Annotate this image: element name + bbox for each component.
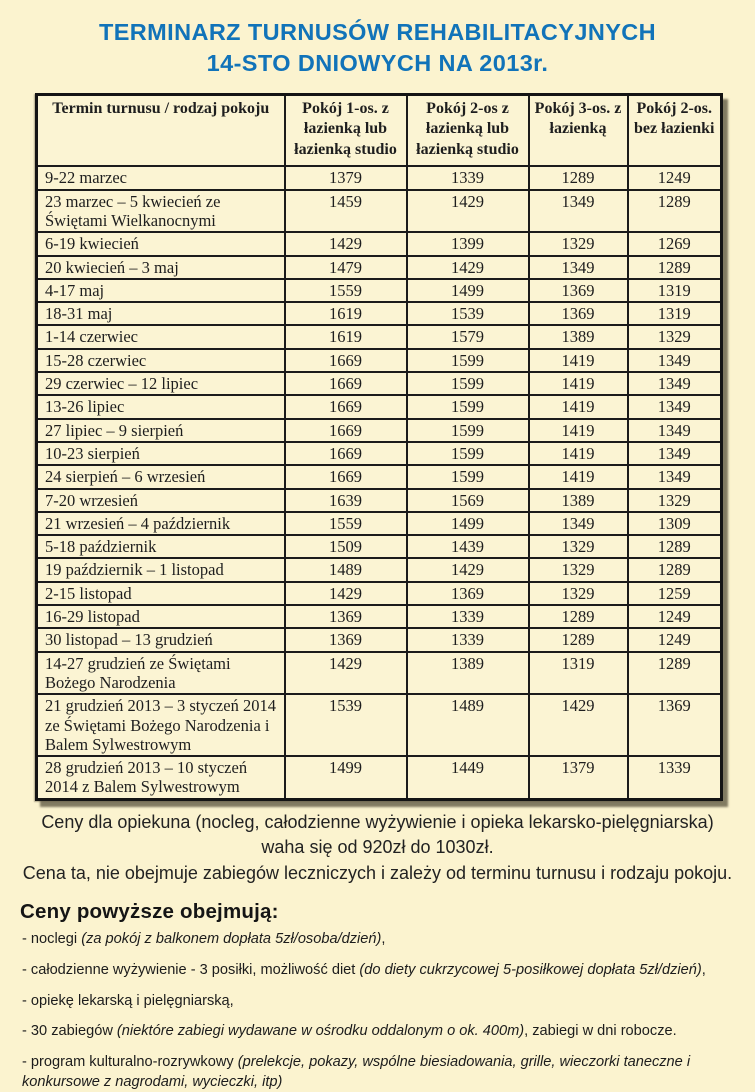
includes-list	[0, 930, 755, 1092]
price-cell: 1479	[285, 256, 407, 279]
term-cell: 10-23 sierpień	[37, 442, 285, 465]
table-row	[37, 419, 722, 442]
price-cell: 1339	[407, 166, 529, 189]
table-row	[37, 605, 722, 628]
table-header-row	[37, 94, 722, 166]
term-cell: 20 kwiecień – 3 maj	[37, 256, 285, 279]
price-cell: 1349	[628, 442, 722, 465]
price-cell: 1319	[529, 652, 628, 695]
table-row	[37, 694, 722, 756]
price-cell: 1369	[628, 694, 722, 756]
price-cell: 1599	[407, 372, 529, 395]
table-row	[37, 535, 722, 558]
price-cell: 1329	[628, 489, 722, 512]
price-cell: 1349	[628, 395, 722, 418]
price-cell: 1669	[285, 372, 407, 395]
price-cell: 1429	[285, 582, 407, 605]
price-cell: 1599	[407, 442, 529, 465]
price-cell: 1489	[407, 694, 529, 756]
price-cell: 1349	[628, 372, 722, 395]
column-header-room-2os-nobath: Pokój 2-os. bez łazienki	[628, 94, 722, 166]
price-cell: 1289	[529, 628, 628, 651]
price-cell: 1639	[285, 489, 407, 512]
includes-list-item: - 30 zabiegów (niektóre zabiegi wydawane w ośrodku oddalonym o ok. 400m), zabiegi w dni robocze.	[22, 1023, 677, 1040]
column-header-room-2os-bath: Pokój 2-os z łazienką lub łazienką studio	[407, 94, 529, 166]
price-cell: 1319	[628, 302, 722, 325]
term-cell: 18-31 maj	[37, 302, 285, 325]
price-cell: 1499	[285, 756, 407, 799]
table-row	[37, 652, 722, 695]
term-cell: 1-14 czerwiec	[37, 325, 285, 348]
term-cell: 23 marzec – 5 kwiecień ze Świętami Wielkanocnymi	[37, 190, 285, 233]
note-line-3: Cena ta, nie obejmuje zabiegów leczniczych i zależy od terminu turnusu i rodzaju pokoju.	[22, 862, 733, 883]
price-cell: 1319	[628, 279, 722, 302]
price-cell: 1429	[407, 256, 529, 279]
price-cell: 1429	[407, 190, 529, 233]
price-cell: 1619	[285, 302, 407, 325]
price-cell: 1329	[529, 232, 628, 255]
includes-list-item: - opiekę lekarską i pielęgniarską,	[22, 992, 234, 1009]
price-cell: 1329	[529, 535, 628, 558]
price-cell: 1349	[529, 512, 628, 535]
term-cell: 2-15 listopad	[37, 582, 285, 605]
term-cell: 9-22 marzec	[37, 166, 285, 189]
schedule-table-body	[37, 166, 722, 799]
column-header-room-3os: Pokój 3-os. z łazienką	[529, 94, 628, 166]
table-row	[37, 232, 722, 255]
price-cell: 1339	[628, 756, 722, 799]
term-cell: 14-27 grudzień ze Świętami Bożego Narodzenia	[37, 652, 285, 695]
includes-heading: Ceny powyższe obejmują:	[20, 900, 279, 924]
table-row	[37, 512, 722, 535]
table-row	[37, 582, 722, 605]
price-cell: 1249	[628, 628, 722, 651]
table-row	[37, 628, 722, 651]
price-cell: 1269	[628, 232, 722, 255]
price-cell: 1389	[529, 489, 628, 512]
price-cell: 1399	[407, 232, 529, 255]
price-cell: 1419	[529, 419, 628, 442]
price-cell: 1499	[407, 279, 529, 302]
price-cell: 1599	[407, 465, 529, 488]
price-cell: 1419	[529, 442, 628, 465]
price-cell: 1349	[529, 190, 628, 233]
price-cell: 1539	[285, 694, 407, 756]
price-cell: 1559	[285, 279, 407, 302]
page-title	[0, 0, 755, 80]
price-cell: 1369	[529, 302, 628, 325]
price-cell: 1599	[407, 349, 529, 372]
term-cell: 21 wrzesień – 4 październik	[37, 512, 285, 535]
term-cell: 16-29 listopad	[37, 605, 285, 628]
term-cell: 5-18 październik	[37, 535, 285, 558]
price-cell: 1339	[407, 628, 529, 651]
table-row	[37, 395, 722, 418]
price-cell: 1509	[285, 535, 407, 558]
price-cell: 1369	[285, 628, 407, 651]
price-cell: 1349	[628, 465, 722, 488]
price-cell: 1669	[285, 395, 407, 418]
term-cell: 15-28 czerwiec	[37, 349, 285, 372]
price-cell: 1499	[407, 512, 529, 535]
table-row	[37, 302, 722, 325]
price-cell: 1419	[529, 465, 628, 488]
price-cell: 1449	[407, 756, 529, 799]
price-cell: 1349	[529, 256, 628, 279]
price-cell: 1439	[407, 535, 529, 558]
term-cell: 27 lipiec – 9 sierpień	[37, 419, 285, 442]
table-row	[37, 756, 722, 799]
price-cell: 1289	[529, 605, 628, 628]
price-cell: 1569	[407, 489, 529, 512]
price-cell: 1249	[628, 166, 722, 189]
price-cell: 1669	[285, 442, 407, 465]
table-row	[37, 325, 722, 348]
price-cell: 1669	[285, 419, 407, 442]
price-cell: 1289	[628, 190, 722, 233]
price-cell: 1289	[628, 652, 722, 695]
table-row	[37, 489, 722, 512]
price-cell: 1329	[529, 582, 628, 605]
includes-list-item: - noclegi (za pokój z balkonem dopłata 5zł/osoba/dzień),	[22, 931, 386, 948]
price-cell: 1389	[407, 652, 529, 695]
includes-list-item: - program kulturalno-rozrywkowy (prelekcje, pokazy, wspólne biesiadowania, grille, wieczorki taneczne i konkursowe z nagrodami, wycieczki, itp)	[22, 1054, 691, 1090]
price-cell: 1669	[285, 349, 407, 372]
price-cell: 1539	[407, 302, 529, 325]
term-cell: 4-17 maj	[37, 279, 285, 302]
price-cell: 1289	[628, 535, 722, 558]
term-cell: 7-20 wrzesień	[37, 489, 285, 512]
schedule-table-wrapper	[35, 93, 720, 801]
term-cell: 29 czerwiec – 12 lipiec	[37, 372, 285, 395]
price-cell: 1429	[529, 694, 628, 756]
column-header-room-1os: Pokój 1-os. z łazienką lub łazienką studio	[285, 94, 407, 166]
table-row	[37, 372, 722, 395]
price-cell: 1559	[285, 512, 407, 535]
table-row	[37, 558, 722, 581]
note-line-2: waha się od 920zł do 1030zł.	[261, 837, 494, 858]
price-cell: 1259	[628, 582, 722, 605]
price-cell: 1339	[407, 605, 529, 628]
term-cell: 21 grudzień 2013 – 3 styczeń 2014 ze Świętami Bożego Narodzenia i Balem Sylwestrowym	[37, 694, 285, 756]
price-cell: 1289	[628, 558, 722, 581]
price-cell: 1429	[285, 652, 407, 695]
table-row	[37, 279, 722, 302]
term-cell: 19 październik – 1 listopad	[37, 558, 285, 581]
price-cell: 1419	[529, 395, 628, 418]
table-row	[37, 349, 722, 372]
price-cell: 1309	[628, 512, 722, 535]
price-cell: 1489	[285, 558, 407, 581]
term-cell: 6-19 kwiecień	[37, 232, 285, 255]
price-cell: 1429	[285, 232, 407, 255]
includes-list-item: - całodzienne wyżywienie - 3 posiłki, możliwość diet (do diety cukrzycowej 5-posiłkowej dopłata 5zł/dzień),	[22, 962, 706, 979]
price-cell: 1289	[628, 256, 722, 279]
price-cell: 1599	[407, 419, 529, 442]
price-cell: 1349	[628, 419, 722, 442]
page-title-line1: TERMINARZ TURNUSÓW REHABILITACYJNYCH	[98, 19, 657, 45]
term-cell: 13-26 lipiec	[37, 395, 285, 418]
price-cell: 1379	[529, 756, 628, 799]
price-cell: 1599	[407, 395, 529, 418]
price-cell: 1429	[407, 558, 529, 581]
price-cell: 1419	[529, 372, 628, 395]
price-cell: 1289	[529, 166, 628, 189]
term-cell: 24 sierpień – 6 wrzesień	[37, 465, 285, 488]
price-cell: 1579	[407, 325, 529, 348]
column-header-term: Termin turnusu / rodzaj pokoju	[37, 94, 285, 166]
table-row	[37, 465, 722, 488]
price-cell: 1349	[628, 349, 722, 372]
price-cell: 1369	[285, 605, 407, 628]
schedule-table	[35, 93, 723, 801]
term-cell: 30 listopad – 13 grudzień	[37, 628, 285, 651]
price-cell: 1369	[529, 279, 628, 302]
note-line-1: Ceny dla opiekuna (nocleg, całodzienne wyżywienie i opieka lekarsko-pielęgniarska)	[41, 811, 714, 832]
price-cell: 1329	[529, 558, 628, 581]
price-cell: 1389	[529, 325, 628, 348]
term-cell: 28 grudzień 2013 – 10 styczeń 2014 z Balem Sylwestrowym	[37, 756, 285, 799]
price-cell: 1379	[285, 166, 407, 189]
table-row	[37, 442, 722, 465]
price-cell: 1369	[407, 582, 529, 605]
table-row	[37, 256, 722, 279]
caretaker-price-notes	[0, 810, 755, 887]
price-cell: 1669	[285, 465, 407, 488]
price-cell: 1419	[529, 349, 628, 372]
price-cell: 1329	[628, 325, 722, 348]
table-row	[37, 190, 722, 233]
price-cell: 1619	[285, 325, 407, 348]
price-cell: 1459	[285, 190, 407, 233]
price-cell: 1249	[628, 605, 722, 628]
table-row	[37, 166, 722, 189]
page-title-line2: 14-STO DNIOWYCH NA 2013r.	[206, 50, 549, 77]
